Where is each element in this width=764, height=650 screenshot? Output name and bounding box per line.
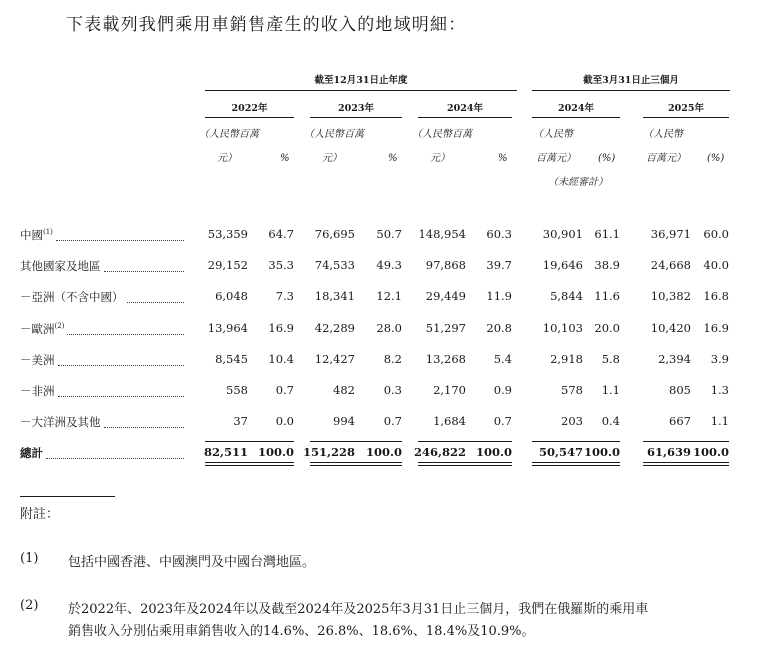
percent-label: % bbox=[280, 153, 290, 164]
total-cell: 82,511 bbox=[203, 445, 248, 459]
percent-label: % bbox=[388, 153, 398, 164]
total-top-rule bbox=[418, 441, 512, 442]
total-cell: 100.0 bbox=[475, 445, 512, 459]
data-cell: 0.9 bbox=[493, 383, 512, 397]
unit-label: （人民幣百萬 bbox=[412, 129, 472, 140]
data-cell: 36,971 bbox=[650, 227, 691, 241]
unit-label: （人民幣百萬 bbox=[199, 129, 259, 140]
data-cell: 60.0 bbox=[703, 227, 729, 241]
data-cell: 37 bbox=[233, 414, 248, 428]
total-double-rule bbox=[532, 462, 620, 466]
total-top-rule bbox=[310, 441, 402, 442]
data-cell: 2,394 bbox=[658, 352, 691, 366]
leader-dots bbox=[104, 427, 185, 428]
year-rule bbox=[418, 117, 512, 118]
data-cell: 38.9 bbox=[594, 258, 620, 272]
data-cell: 13,964 bbox=[207, 321, 248, 335]
year-header: 2022年 bbox=[231, 103, 268, 114]
data-cell: 558 bbox=[226, 383, 248, 397]
data-cell: 30,901 bbox=[542, 227, 583, 241]
data-cell: 29,449 bbox=[425, 289, 466, 303]
data-cell: 10,420 bbox=[650, 321, 691, 335]
row-label: 其他國家及地區 bbox=[20, 259, 101, 273]
data-cell: 11.9 bbox=[486, 289, 512, 303]
data-cell: 5.8 bbox=[601, 352, 620, 366]
data-cell: 1,684 bbox=[433, 414, 466, 428]
total-cell: 61,639 bbox=[646, 445, 691, 459]
data-cell: 578 bbox=[561, 383, 583, 397]
unit-label: 百萬元） bbox=[646, 153, 686, 164]
data-cell: 24,668 bbox=[650, 258, 691, 272]
data-cell: 64.7 bbox=[268, 227, 294, 241]
data-cell: 0.4 bbox=[601, 414, 620, 428]
group-header-year: 截至12月31日止年度 bbox=[314, 75, 408, 86]
total-double-rule bbox=[643, 462, 729, 466]
data-cell: 994 bbox=[333, 414, 355, 428]
data-cell: 0.0 bbox=[275, 414, 294, 428]
unit-label: 元） bbox=[217, 153, 237, 164]
data-cell: 10.4 bbox=[268, 352, 294, 366]
leader-dots bbox=[58, 365, 185, 366]
total-double-rule bbox=[205, 462, 294, 466]
notes-title: 附註： bbox=[20, 507, 60, 522]
data-cell: 60.3 bbox=[486, 227, 512, 241]
data-cell: 203 bbox=[561, 414, 583, 428]
year-rule bbox=[643, 117, 729, 118]
data-cell: 97,868 bbox=[425, 258, 466, 272]
note-text: 銷售收入分別佔乘用車銷售收入的14.6%、26.8%、18.6%、18.4%及10.9%。 bbox=[68, 624, 535, 639]
data-cell: 49.3 bbox=[376, 258, 402, 272]
total-cell: 100.0 bbox=[692, 445, 729, 459]
data-cell: 51,297 bbox=[425, 321, 466, 335]
unit-label: 百萬元） bbox=[536, 153, 576, 164]
data-cell: 3.9 bbox=[710, 352, 729, 366]
total-cell: 100.0 bbox=[257, 445, 294, 459]
total-cell: 246,822 bbox=[413, 445, 466, 459]
data-cell: 10,103 bbox=[542, 321, 583, 335]
leader-dots bbox=[67, 334, 184, 335]
note-number: (2) bbox=[20, 598, 39, 613]
data-cell: 0.3 bbox=[383, 383, 402, 397]
year-header: 2024年 bbox=[447, 103, 483, 114]
total-double-rule bbox=[418, 462, 512, 466]
intro-text: 下表載列我們乘用車銷售產生的收入的地域明細： bbox=[66, 15, 467, 35]
data-cell: 0.7 bbox=[383, 414, 402, 428]
unaudited-label: （未經審計） bbox=[548, 177, 608, 188]
leader-dots bbox=[127, 302, 185, 303]
data-cell: 29,152 bbox=[207, 258, 248, 272]
leader-dots bbox=[104, 271, 185, 272]
row-label: －非洲 bbox=[20, 384, 55, 398]
total-double-rule bbox=[310, 462, 402, 466]
year-rule bbox=[205, 117, 294, 118]
total-label: 總計 bbox=[20, 446, 43, 460]
data-cell: 76,695 bbox=[314, 227, 355, 241]
data-cell: 6,048 bbox=[215, 289, 248, 303]
percent-label: (%) bbox=[707, 153, 725, 164]
year-header: 2025年 bbox=[668, 103, 704, 114]
data-cell: 0.7 bbox=[493, 414, 512, 428]
unit-label: （人民幣 bbox=[533, 129, 573, 140]
data-cell: 28.0 bbox=[376, 321, 402, 335]
data-cell: 7.3 bbox=[275, 289, 294, 303]
data-cell: 11.6 bbox=[594, 289, 620, 303]
data-cell: 39.7 bbox=[486, 258, 512, 272]
data-cell: 5.4 bbox=[493, 352, 512, 366]
notes-separator bbox=[20, 496, 115, 497]
data-cell: 2,170 bbox=[433, 383, 466, 397]
row-label: －美洲 bbox=[20, 353, 55, 367]
data-cell: 16.9 bbox=[703, 321, 729, 335]
total-cell: 100.0 bbox=[583, 445, 620, 459]
data-cell: 18,341 bbox=[314, 289, 355, 303]
data-cell: 12.1 bbox=[376, 289, 402, 303]
data-cell: 12,427 bbox=[314, 352, 355, 366]
total-cell: 151,228 bbox=[302, 445, 355, 459]
total-top-rule bbox=[532, 441, 620, 442]
data-cell: 1.1 bbox=[601, 383, 620, 397]
data-cell: 1.3 bbox=[710, 383, 729, 397]
data-cell: 35.3 bbox=[268, 258, 294, 272]
leader-dots bbox=[58, 396, 185, 397]
data-cell: 8,545 bbox=[215, 352, 248, 366]
data-cell: 74,533 bbox=[314, 258, 355, 272]
data-cell: 667 bbox=[669, 414, 691, 428]
percent-label: (%) bbox=[598, 153, 616, 164]
data-cell: 148,954 bbox=[418, 227, 466, 241]
data-cell: 16.9 bbox=[268, 321, 294, 335]
data-cell: 10,382 bbox=[650, 289, 691, 303]
data-cell: 61.1 bbox=[594, 227, 620, 241]
year-rule bbox=[532, 117, 620, 118]
data-cell: 8.2 bbox=[383, 352, 402, 366]
data-cell: 40.0 bbox=[703, 258, 729, 272]
unit-label: 元） bbox=[430, 153, 450, 164]
data-cell: 1.1 bbox=[710, 414, 729, 428]
data-cell: 53,359 bbox=[207, 227, 248, 241]
data-cell: 42,289 bbox=[314, 321, 355, 335]
total-cell: 50,547 bbox=[538, 445, 583, 459]
note-number: (1) bbox=[20, 551, 39, 566]
data-cell: 2,918 bbox=[550, 352, 583, 366]
row-label: －歐洲$^{(2)}$ bbox=[20, 322, 65, 336]
total-cell: 100.0 bbox=[365, 445, 402, 459]
note-text: 於2022年、2023年及2024年以及截至2024年及2025年3月31日止三個月，我們在俄羅斯的乘用車 bbox=[68, 602, 649, 617]
data-cell: 13,268 bbox=[425, 352, 466, 366]
data-cell: 19,646 bbox=[542, 258, 583, 272]
leader-dots bbox=[56, 240, 184, 241]
percent-label: % bbox=[498, 153, 508, 164]
year-header: 2023年 bbox=[338, 103, 374, 114]
row-label: －大洋洲及其他 bbox=[20, 415, 101, 429]
data-cell: 482 bbox=[333, 383, 355, 397]
data-cell: 50.7 bbox=[376, 227, 402, 241]
data-cell: 805 bbox=[669, 383, 691, 397]
total-top-rule bbox=[643, 441, 729, 442]
unit-label: （人民幣百萬 bbox=[304, 129, 364, 140]
year-rule bbox=[310, 117, 402, 118]
note-text: 包括中國香港、中國澳門及中國台灣地區。 bbox=[68, 555, 316, 570]
row-label: 中國$^{(1)}$ bbox=[20, 228, 53, 242]
data-cell: 20.8 bbox=[486, 321, 512, 335]
group-header-quarter: 截至3月31日止三個月 bbox=[583, 75, 679, 86]
data-cell: 16.8 bbox=[703, 289, 729, 303]
leader-dots bbox=[46, 458, 184, 459]
total-top-rule bbox=[205, 441, 294, 442]
data-cell: 5,844 bbox=[550, 289, 583, 303]
row-label: －亞洲（不含中國） bbox=[20, 290, 124, 304]
unit-label: （人民幣 bbox=[643, 129, 683, 140]
group-rule-year bbox=[205, 90, 517, 91]
unit-label: 元） bbox=[322, 153, 342, 164]
data-cell: 0.7 bbox=[275, 383, 294, 397]
group-rule-quarter bbox=[532, 90, 730, 91]
year-header: 2024年 bbox=[558, 103, 594, 114]
data-cell: 20.0 bbox=[594, 321, 620, 335]
